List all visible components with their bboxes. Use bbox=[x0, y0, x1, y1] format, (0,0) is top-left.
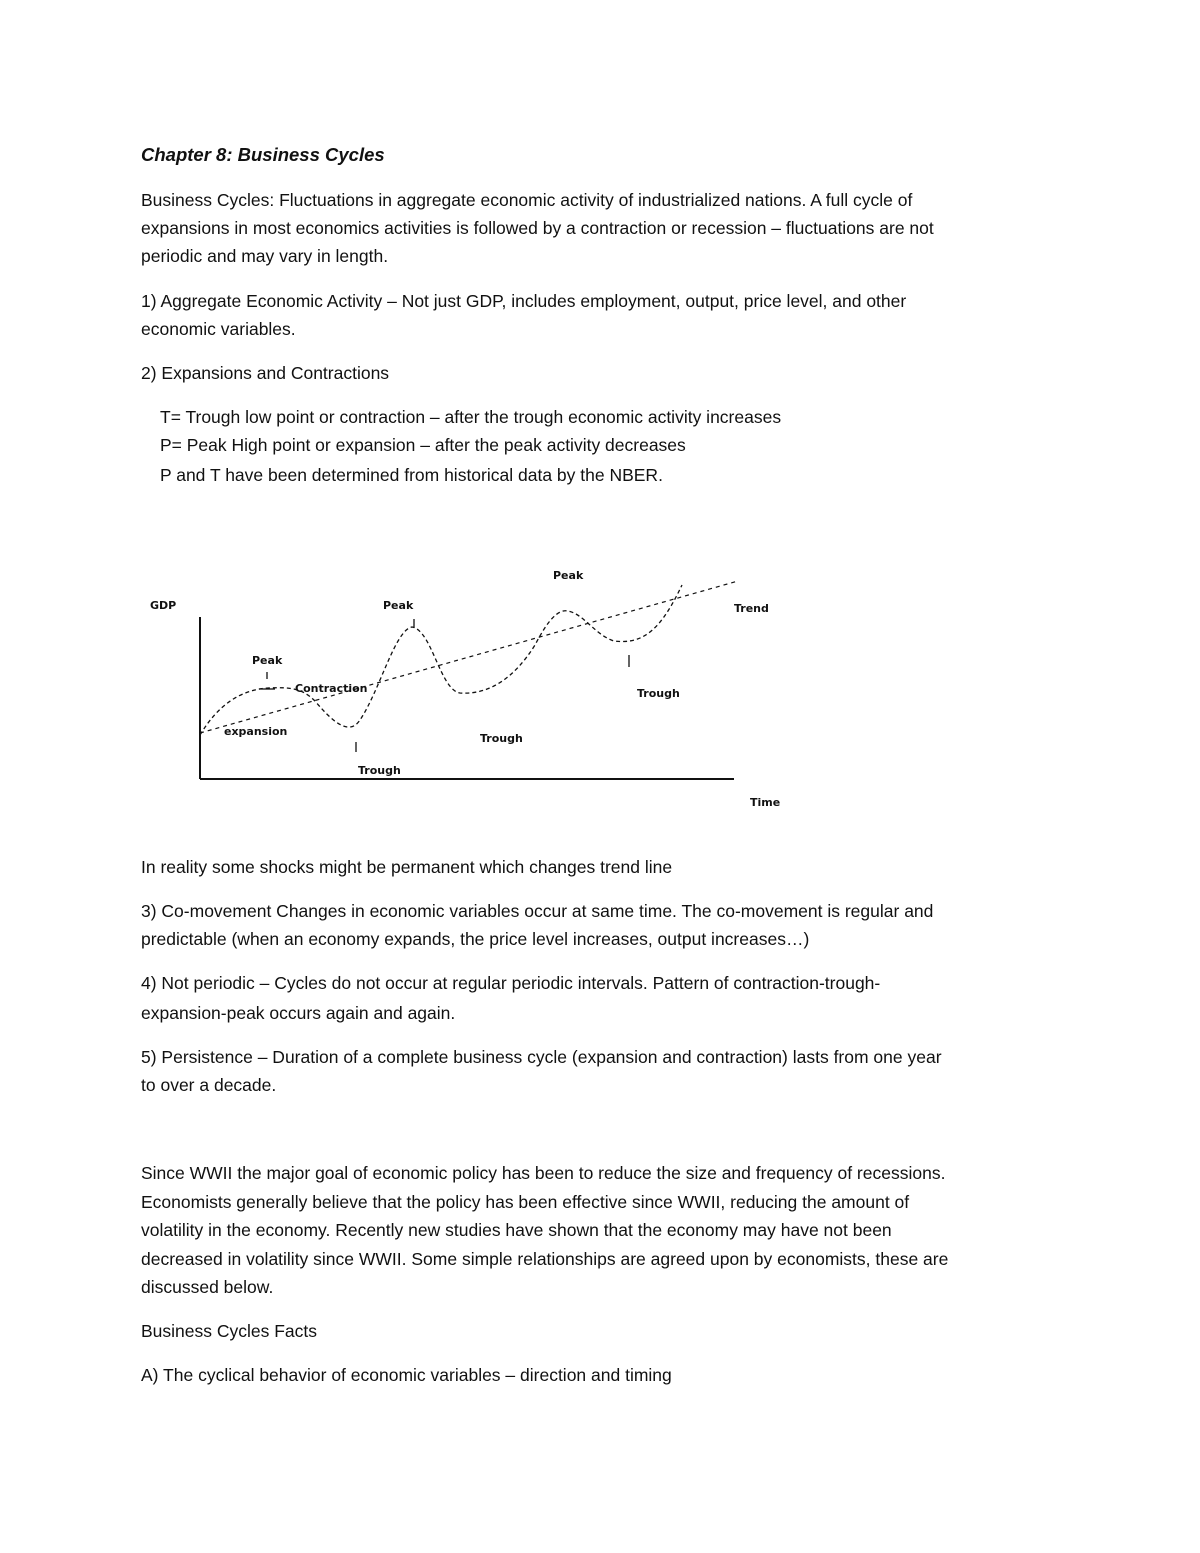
point-1-line-2: economic variables. bbox=[141, 319, 296, 339]
point-5-line-2: to over a decade. bbox=[141, 1075, 277, 1095]
fact-a: A) The cyclical behavior of economic variables – direction and timing bbox=[141, 1365, 672, 1385]
peak-2-label: Peak bbox=[383, 599, 414, 612]
point-1-line-1: 1) Aggregate Economic Activity – Not just GDP, includes employment, output, price level, and other bbox=[141, 291, 907, 311]
definition-peak: P= Peak High point or expansion – after the peak activity decreases bbox=[160, 435, 686, 455]
wwii-line-1: Since WWII the major goal of economic policy has been to reduce the size and frequency of recessions. bbox=[141, 1163, 946, 1183]
trough-1-label: Trough bbox=[358, 764, 401, 777]
facts-heading: Business Cycles Facts bbox=[141, 1321, 318, 1341]
wwii-line-5: discussed below. bbox=[141, 1277, 274, 1297]
point-3-line-1: 3) Co-movement Changes in economic variables occur at same time. The co-movement is regular and bbox=[141, 901, 934, 921]
business-cycle-svg bbox=[140, 555, 800, 815]
peak-1-label: Peak bbox=[252, 654, 283, 667]
business-cycle-diagram bbox=[140, 555, 800, 815]
intro-line-2: expansions in most economics activities is followed by a contraction or recession – fluctuations are not bbox=[141, 218, 934, 238]
point-3-line-2: predictable (when an economy expands, the price level increases, output increases…) bbox=[141, 929, 810, 949]
trough-2-label: Trough bbox=[480, 732, 523, 745]
wwii-line-2: Economists generally believe that the policy has been effective since WWII, reducing the amount of bbox=[141, 1192, 910, 1212]
peak-3-label: Peak bbox=[553, 569, 584, 582]
time-axis-label: Time bbox=[750, 796, 781, 809]
point-4-line-1: 4) Not periodic – Cycles do not occur at regular periodic intervals. Pattern of contraction-trough- bbox=[141, 973, 881, 993]
wwii-line-4: decreased in volatility since WWII. Some simple relationships are agreed upon by economists, these are bbox=[141, 1249, 949, 1269]
expansion-label: expansion bbox=[224, 725, 288, 738]
trough-3-label: Trough bbox=[637, 687, 680, 700]
trend-label: Trend bbox=[734, 602, 769, 615]
point-5-line-1: 5) Persistence – Duration of a complete business cycle (expansion and contraction) lasts from one year bbox=[141, 1047, 942, 1067]
intro-line-1: Business Cycles: Fluctuations in aggregate economic activity of industrialized nations. A full cycle of bbox=[141, 190, 913, 210]
reality-note: In reality some shocks might be permanent which changes trend line bbox=[141, 857, 673, 877]
chapter-title: Chapter 8: Business Cycles bbox=[141, 144, 385, 165]
point-4-line-2: expansion-peak occurs again and again. bbox=[141, 1003, 456, 1023]
point-2-heading: 2) Expansions and Contractions bbox=[141, 363, 390, 383]
contraction-label: Contraction bbox=[295, 682, 368, 695]
definition-nber: P and T have been determined from historical data by the NBER. bbox=[160, 465, 663, 485]
wwii-line-3: volatility in the economy. Recently new studies have shown that the economy may have not been bbox=[141, 1220, 892, 1240]
gdp-axis-label: GDP bbox=[150, 599, 177, 612]
definition-trough: T= Trough low point or contraction – after the trough economic activity increases bbox=[160, 407, 782, 427]
intro-line-3: periodic and may vary in length. bbox=[141, 246, 389, 266]
